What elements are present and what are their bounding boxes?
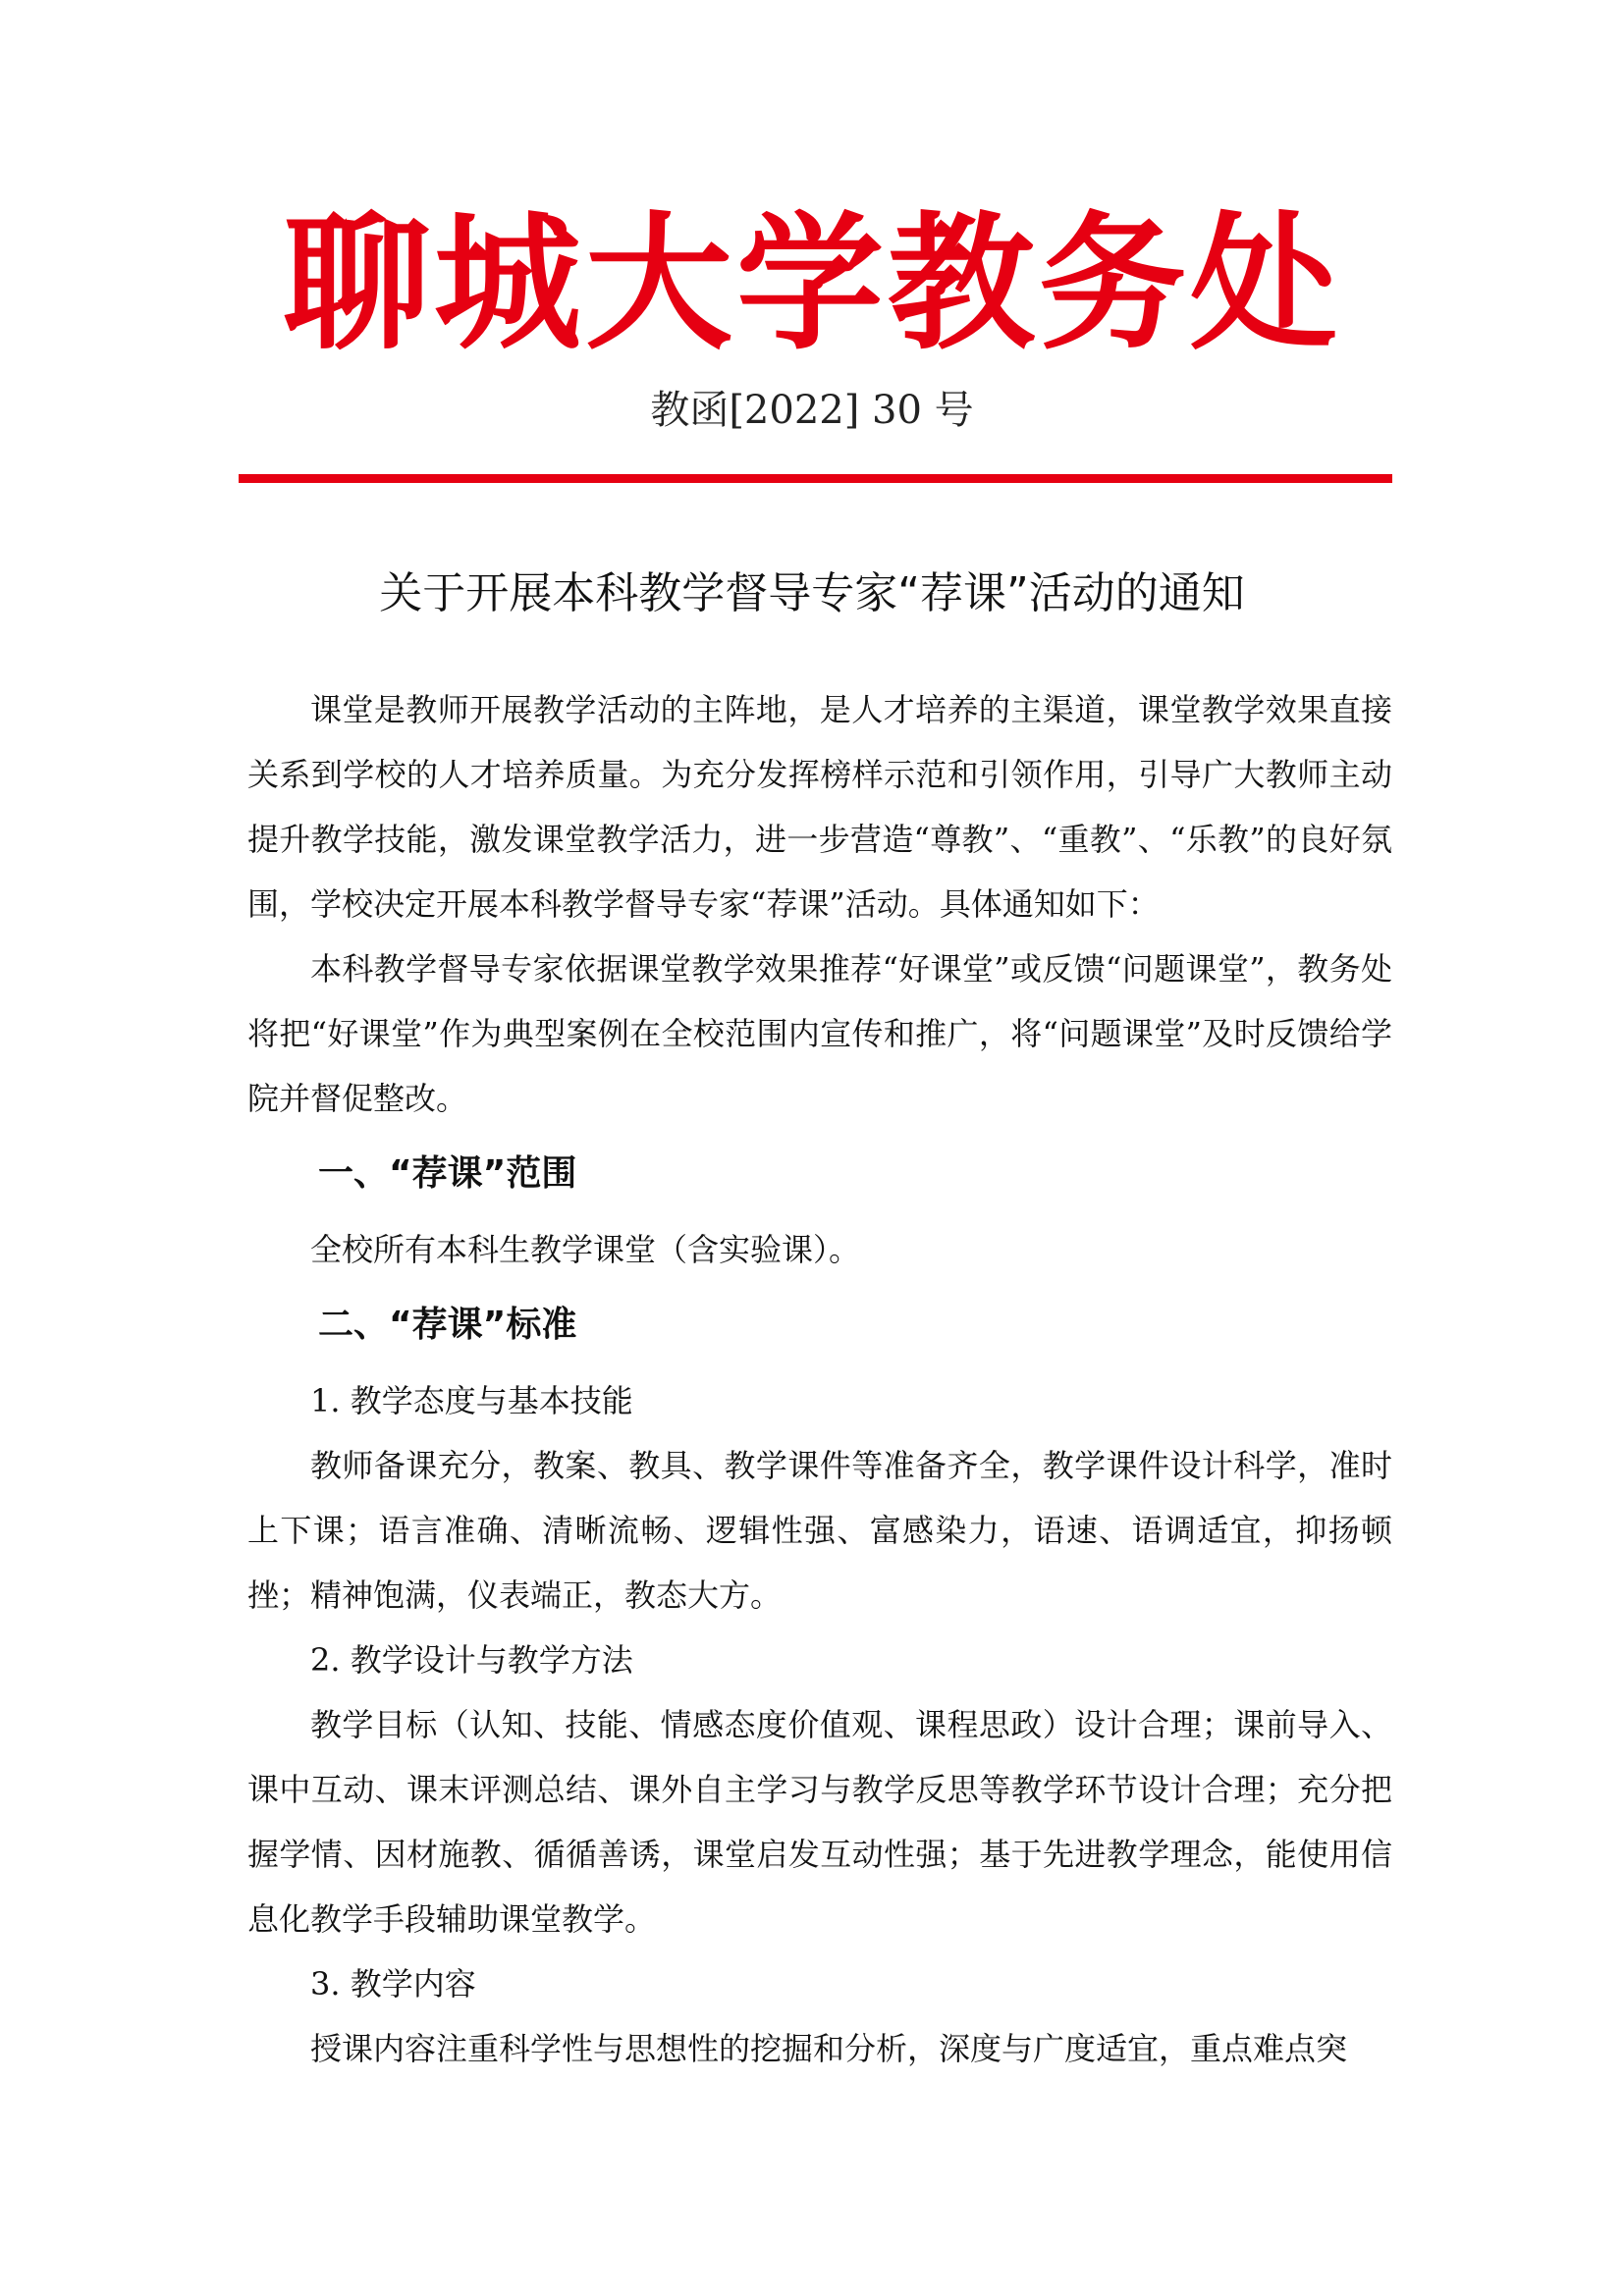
notice-body [247,677,1392,2081]
section-1-text: 全校所有本科生教学课堂（含实验课）。 [310,1231,861,1268]
section-2-item-1-title: 1. 教学态度与基本技能 [310,1382,633,1419]
notice-title: 关于开展本科教学督导专家“荐课”活动的通知 [379,568,1245,618]
section-2-item-3-title: 3. 教学内容 [310,1965,476,2002]
section-2-item-2-title: 2. 教学设计与教学方法 [310,1641,633,1679]
header-divider [239,474,1392,483]
issuing-organization: 聊城大学教务处 [282,199,1341,370]
section-1-heading: 一、“荐课”范围 [318,1153,577,1194]
document-number: 教函[2022] 30 号 [650,388,974,433]
section-2-item-2-text: 教学目标（认知、技能、情感态度价值观、课程思政）设计合理；课前导入、课中互动、课末评测总结、课外自主学习与教学反思等教学环节设计合理；充分把握学情、因材施教、循循善诱，课堂启发互动性强；基于先进教学理念，能使用信息化教学手段辅助课堂教学。 [247,1706,1392,1938]
section-2-heading: 二、“荐课”标准 [318,1305,577,1345]
section-2-item-1-text: 教师备课充分，教案、教具、教学课件等准备齐全，教学课件设计科学，准时上下课；语言准确、清晰流畅、逻辑性强、富感染力，语速、语调适宜，抑扬顿挫；精神饱满，仪表端正，教态大方。 [247,1447,1392,1614]
intro-paragraph-2: 本科教学督导专家依据课堂教学效果推荐“好课堂”或反馈“问题课堂”，教务处将把“好课堂”作为典型案例在全校范围内宣传和推广，将“问题课堂”及时反馈给学院并督促整改。 [247,950,1392,1117]
section-2-item-3-text: 授课内容注重科学性与思想性的挖掘和分析，深度与广度适宜，重点难点突 [310,2030,1348,2067]
intro-paragraph-1: 课堂是教师开展教学活动的主阵地，是人才培养的主渠道，课堂教学效果直接关系到学校的人才培养质量。为充分发挥榜样示范和引领作用，引导广大教师主动提升教学技能，激发课堂教学活力，进一步营造“尊教”、“重教”、“乐教”的良好氛围，学校决定开展本科教学督导专家“荐课”活动。具体通知如下： [247,691,1392,923]
